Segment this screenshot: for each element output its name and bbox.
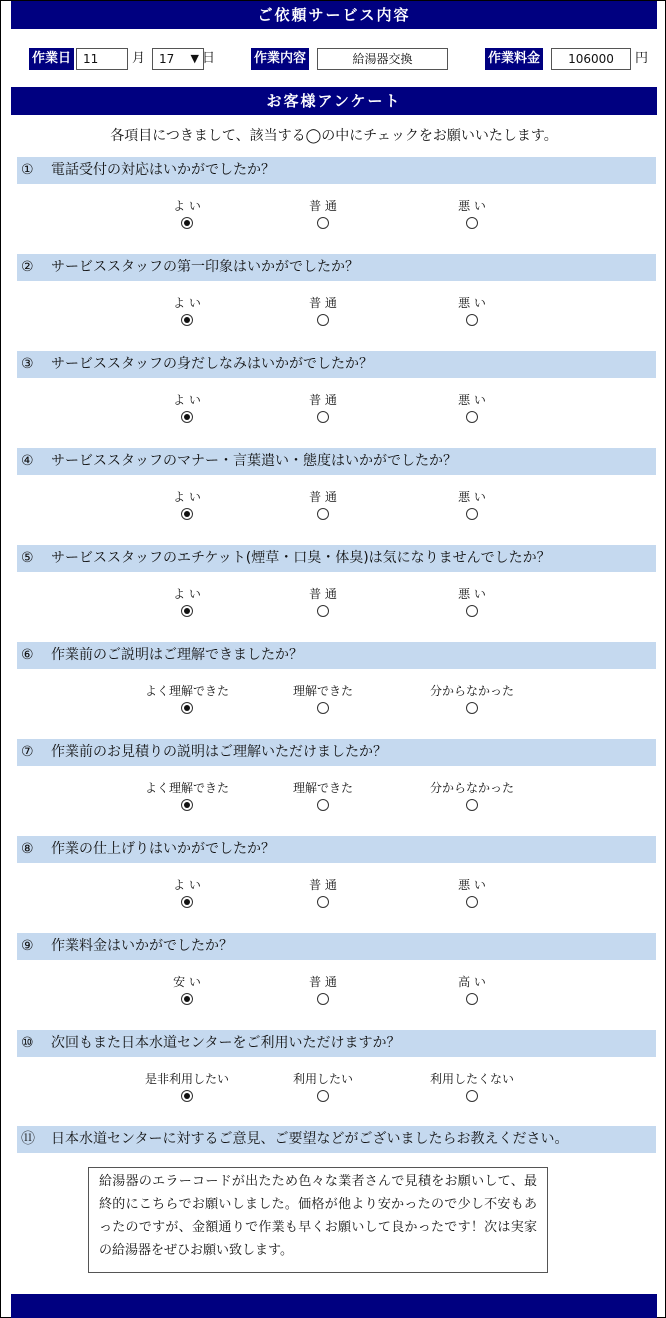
option-label: 安 い bbox=[173, 975, 201, 989]
option-radio[interactable] bbox=[466, 896, 478, 908]
option-label: 分からなかった bbox=[429, 781, 514, 795]
option-label: 普 通 bbox=[309, 587, 337, 601]
month-unit: 月 bbox=[132, 51, 146, 66]
footer-bar bbox=[11, 1294, 657, 1318]
option-label: 利用したくない bbox=[429, 1072, 514, 1086]
option-label: 普 通 bbox=[309, 975, 337, 989]
option-label: 普 通 bbox=[309, 199, 337, 213]
question-number: ③ bbox=[21, 356, 34, 372]
option-radio[interactable] bbox=[181, 993, 193, 1005]
option-label: よ い bbox=[173, 490, 201, 504]
option-label: 悪 い bbox=[458, 490, 486, 504]
option-radio[interactable] bbox=[181, 314, 193, 326]
option-radio[interactable] bbox=[317, 896, 329, 908]
survey-header: お客様アンケート bbox=[11, 87, 657, 115]
option-label: よ い bbox=[173, 878, 201, 892]
question-2 bbox=[17, 254, 656, 281]
fee-unit: 円 bbox=[635, 51, 649, 66]
option-radio[interactable] bbox=[466, 1090, 478, 1102]
question-number: ⑪ bbox=[21, 1131, 35, 1147]
service-header: ご依頼サービス内容 bbox=[11, 1, 657, 29]
question-number: ⑨ bbox=[21, 938, 34, 954]
option-label: 分からなかった bbox=[429, 684, 514, 698]
option-radio[interactable] bbox=[181, 1090, 193, 1102]
question-1 bbox=[17, 157, 656, 184]
question-7 bbox=[17, 739, 656, 766]
question-6 bbox=[17, 642, 656, 669]
date-label: 作業日 bbox=[29, 48, 74, 70]
option-radio[interactable] bbox=[181, 896, 193, 908]
question-8 bbox=[17, 836, 656, 863]
option-radio[interactable] bbox=[466, 605, 478, 617]
option-label: 悪 い bbox=[458, 878, 486, 892]
question-number: ⑧ bbox=[21, 841, 34, 857]
question-text: サービススタッフの第一印象はいかがでしたか？ bbox=[51, 259, 359, 275]
option-radio[interactable] bbox=[466, 217, 478, 229]
question-number: ⑦ bbox=[21, 744, 34, 760]
question-text: 次回もまた日本水道センターをご利用いただけますか？ bbox=[51, 1035, 401, 1051]
option-label: よ い bbox=[173, 587, 201, 601]
chevron-down-icon: ▼ bbox=[190, 52, 199, 65]
question-text: サービススタッフのマナー・言葉遣い・態度はいかがでしたか？ bbox=[51, 453, 457, 469]
option-radio[interactable] bbox=[317, 799, 329, 811]
question-text: 作業前のご説明はご理解できましたか？ bbox=[51, 647, 303, 663]
comment-box[interactable]: 給湯器のエラーコードが出たため色々な業者さんで見積をお願いして、最終的にこちらでお願いしました。価格が他より安かったので少し不安もあったのですが、金額通りで作業も早くお願いして良かったです！次は実家の給湯器をぜひお願い致します。 bbox=[88, 1167, 548, 1273]
fee-field[interactable]: 106000 bbox=[551, 48, 631, 70]
question-number: ⑤ bbox=[21, 550, 34, 566]
question-text: 作業前のお見積りの説明はご理解いただけましたか？ bbox=[51, 744, 387, 760]
question-text: 作業の仕上げりはいかがでしたか？ bbox=[51, 841, 275, 857]
option-radio[interactable] bbox=[181, 508, 193, 520]
day-select-value: 17 bbox=[159, 52, 175, 66]
option-radio[interactable] bbox=[466, 993, 478, 1005]
option-label: 普 通 bbox=[309, 490, 337, 504]
option-label: 普 通 bbox=[309, 393, 337, 407]
question-number: ⑥ bbox=[21, 647, 34, 663]
option-label: 理解できた bbox=[292, 684, 353, 698]
question-number: ① bbox=[21, 162, 34, 178]
option-label: 悪 い bbox=[458, 296, 486, 310]
option-label: 是非利用したい bbox=[144, 1072, 229, 1086]
work-label: 作業内容 bbox=[251, 48, 309, 70]
question-text: 電話受付の対応はいかがでしたか？ bbox=[51, 162, 275, 178]
option-label: 普 通 bbox=[309, 296, 337, 310]
question-3 bbox=[17, 351, 656, 378]
question-text: サービススタッフの身だしなみはいかがでしたか？ bbox=[51, 356, 373, 372]
option-label: よ い bbox=[173, 393, 201, 407]
comment-question bbox=[17, 1126, 656, 1153]
option-label: 悪 い bbox=[458, 587, 486, 601]
option-label: よく理解できた bbox=[144, 684, 229, 698]
option-radio[interactable] bbox=[466, 702, 478, 714]
day-unit: 日 bbox=[202, 51, 216, 66]
option-label: よ い bbox=[173, 199, 201, 213]
option-radio[interactable] bbox=[317, 411, 329, 423]
question-text: 作業料金はいかがでしたか？ bbox=[51, 938, 233, 954]
option-radio[interactable] bbox=[317, 508, 329, 520]
option-radio[interactable] bbox=[181, 217, 193, 229]
option-radio[interactable] bbox=[181, 702, 193, 714]
work-field[interactable]: 給湯器交換 bbox=[317, 48, 448, 70]
option-radio[interactable] bbox=[317, 1090, 329, 1102]
option-label: 高 い bbox=[458, 975, 486, 989]
question-4 bbox=[17, 448, 656, 475]
option-radio[interactable] bbox=[466, 411, 478, 423]
option-radio[interactable] bbox=[466, 799, 478, 811]
option-radio[interactable] bbox=[181, 411, 193, 423]
option-radio[interactable] bbox=[317, 702, 329, 714]
question-number: ② bbox=[21, 259, 34, 275]
question-10 bbox=[17, 1030, 656, 1057]
day-select[interactable] bbox=[152, 48, 204, 70]
option-radio[interactable] bbox=[466, 508, 478, 520]
month-field[interactable]: 11 bbox=[76, 48, 128, 70]
option-label: 利用したい bbox=[292, 1072, 353, 1086]
question-text: サービススタッフのエチケット(煙草・口臭・体臭)は気になりませんでしたか？ bbox=[51, 550, 551, 566]
question-number: ④ bbox=[21, 453, 34, 469]
question-text: 日本水道センターに対するご意見、ご要望などがございましたらお教えください。 bbox=[51, 1131, 569, 1147]
option-radio[interactable] bbox=[466, 314, 478, 326]
option-radio[interactable] bbox=[317, 605, 329, 617]
question-5 bbox=[17, 545, 656, 572]
option-label: 理解できた bbox=[292, 781, 353, 795]
option-label: よく理解できた bbox=[144, 781, 229, 795]
fee-label: 作業料金 bbox=[485, 48, 543, 70]
option-radio[interactable] bbox=[317, 993, 329, 1005]
option-label: 悪 い bbox=[458, 393, 486, 407]
option-label: 普 通 bbox=[309, 878, 337, 892]
service-details-row bbox=[1, 46, 666, 74]
option-radio[interactable] bbox=[317, 217, 329, 229]
survey-intro: 各項目につきまして、該当する◯の中にチェックをお願いいたします。 bbox=[110, 128, 558, 144]
option-radio[interactable] bbox=[181, 799, 193, 811]
option-radio[interactable] bbox=[317, 314, 329, 326]
question-number: ⑩ bbox=[21, 1035, 34, 1051]
option-radio[interactable] bbox=[181, 605, 193, 617]
question-9 bbox=[17, 933, 656, 960]
option-label: 悪 い bbox=[458, 199, 486, 213]
option-label: よ い bbox=[173, 296, 201, 310]
